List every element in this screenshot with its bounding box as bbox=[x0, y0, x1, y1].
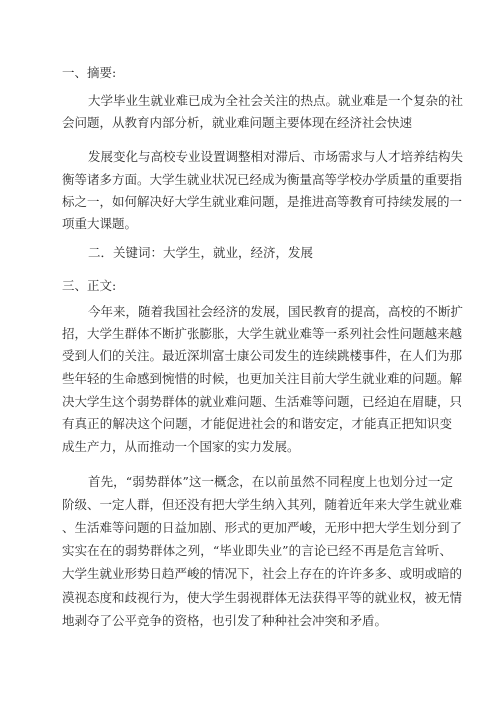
paragraph-line: 有真正的解决这个问题，才能促进社会的和谐安定，才能真正把知识变 bbox=[62, 416, 452, 431]
paragraph-line: 成生产力，从而推动一个国家的实力发展。 bbox=[62, 439, 300, 454]
paragraph-line: 实实在在的弱势群体之列，“毕业即失业”的言论已经不再是危言耸听、 bbox=[62, 543, 452, 558]
paragraph-line: 大学毕业生就业难已成为全社会关注的热点。就业难是一个复杂的社 bbox=[88, 93, 464, 108]
paragraph-line: 、生活难等问题的日益加剧、形式的更加严峻，无形中把大学生划分到了 bbox=[62, 520, 463, 535]
paragraph-line: 项重大课题。 bbox=[62, 216, 138, 231]
section-heading-abstract: 一、摘要: bbox=[62, 65, 117, 80]
paragraph-line: 衡等诸多方面。大学生就业状况已经成为衡量高等学校办学质量的重要指 bbox=[62, 172, 463, 187]
paragraph-line: 大学生就业形势日趋严峻的情况下，社会上存在的许许多多、或明或暗的 bbox=[62, 566, 463, 581]
paragraph-line: 今年来，随着我国社会经济的发展，国民教育的提高，高校的不断扩 bbox=[88, 304, 464, 319]
paragraph-line: 发展变化与高校专业设置调整相对滞后、市场需求与人才培养结构失 bbox=[88, 149, 464, 164]
keywords-line: 二．关键词：大学生，就业，经济，发展 bbox=[88, 245, 314, 260]
paragraph-line: 标之一，如何解决好大学生就业难问题，是推进高等教育可持续发展的一 bbox=[62, 194, 463, 209]
paragraph-line: 首先，“弱势群体”这一概念，在以前虽然不同程度上也划分过一定 bbox=[88, 474, 453, 489]
paragraph-line: 会问题，从教育内部分析，就业难问题主要体现在经济社会快速 bbox=[62, 115, 413, 130]
paragraph-line: 漠视态度和歧视行为，使大学生弱视群体无法获得平等的就业权，被无情 bbox=[62, 590, 463, 605]
paragraph-line: 受到人们的关注。最近深圳富士康公司发生的连续跳楼事件，在人们为那 bbox=[62, 348, 463, 363]
paragraph-line: 阶级、一定人群，但还没有把大学生纳入其列，随着近年来大学生就业难 bbox=[62, 497, 463, 512]
paragraph-line: 决大学生这个弱势群体的就业难问题、生活难等问题，已经迫在眉睫，只 bbox=[62, 394, 463, 409]
paragraph-line: 些年轻的生命感到惋惜的时候，也更加关注目前大学生就业难的问题。解 bbox=[62, 371, 463, 386]
section-heading-body: 三、正文: bbox=[62, 278, 117, 293]
paragraph-line: 地剥夺了公平竞争的资格，也引发了种种社会冲突和矛盾。 bbox=[62, 613, 388, 628]
paragraph-line: 招，大学生群体不断扩张膨胀，大学生就业难等一系列社会性问题越来越 bbox=[62, 326, 463, 341]
